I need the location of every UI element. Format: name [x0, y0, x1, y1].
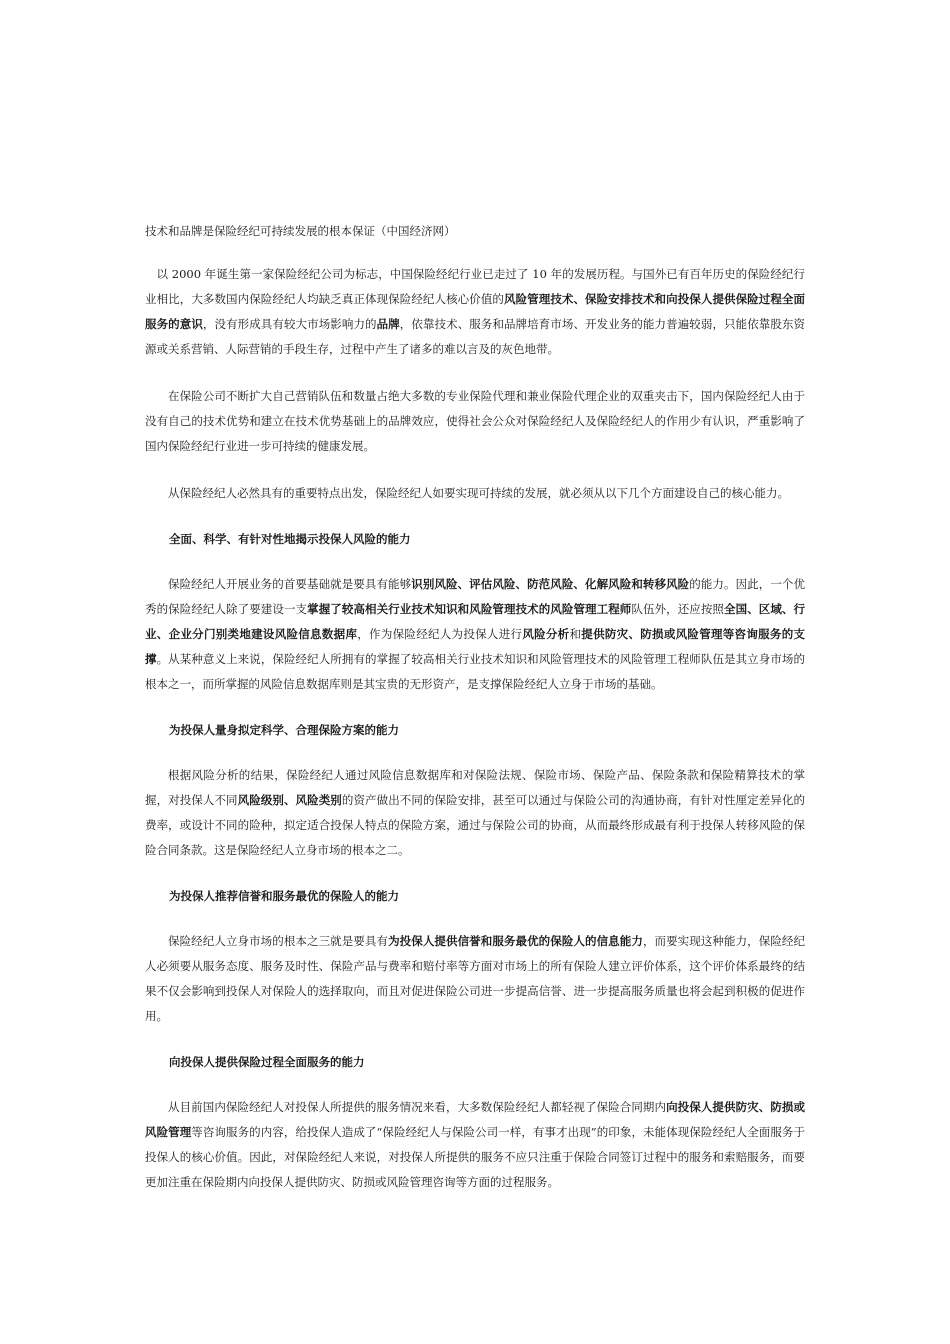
- paragraph-risk: 保险经纪人开展业务的首要基础就是要具有能够识别风险、评估风险、防范风险、化解风险和转移风险的能力。因此，一个优秀的保险经纪人除了要建设一支掌握了较高相关行业技术知识和风险管理技术的风险管理工程师队伍外，还应按照全国、区域、行业、企业分门别类地建设风险信息数据库，作为保险经纪人为投保人进行风险分析和提供防灾、防损或风险管理等咨询服务的支撑。从某种意义上来说，保险经纪人所拥有的掌握了较高相关行业技术知识和风险管理技术的风险管理工程师队伍是其立身市场的根本之一，而所掌握的风险信息数据库则是其宝贵的无形资产，是支撑保险经纪人立身于市场的基础。: [145, 577, 806, 691]
- article-title: 技术和品牌是保险经纪可持续发展的根本保证（中国经济网）: [145, 224, 456, 238]
- paragraph-plan: 根据风险分析的结果，保险经纪人通过风险信息数据库和对保险法规、保险市场、保险产品、保险条款和保险精算技术的掌握，对投保人不同风险级别、风险类别的资产做出不同的保险安排，甚至可以通过与保险公司的沟通协商，有针对性厘定差异化的费率，或设计不同的险种，拟定适合投保人特点的保险方案，通过与保险公司的协商，从而最终形成最有利于投保人转移风险的保险合同条款。这是保险经纪人立身市场的根本之二。: [145, 768, 806, 857]
- article: [145, 222, 805, 1217]
- section-heading-insurer: 为投保人推荐信誉和服务最优的保险人的能力: [169, 889, 399, 903]
- section-heading-risk: 全面、科学、有针对性地揭示投保人风险的能力: [169, 532, 411, 546]
- paragraph-market-pressure: 在保险公司不断扩大自己营销队伍和数量占绝大多数的专业保险代理和兼业保险代理企业的双重夹击下，国内保险经纪人由于没有自己的技术优势和建立在技术优势基础上的品牌效应，使得社会公众对保险经纪人及保险经纪人的作用少有认识，严重影响了国内保险经纪行业进一步可持续的健康发展。: [145, 389, 805, 453]
- section-heading-service: 向投保人提供保险过程全面服务的能力: [169, 1055, 365, 1069]
- paragraph-service: 从目前国内保险经纪人对投保人所提供的服务情况来看，大多数保险经纪人都轻视了保险合同期内向投保人提供防灾、防损或风险管理等咨询服务的内容，给投保人造成了“保险经纪人与保险公司一样，有事才出现”的印象，未能体现保险经纪人全面服务于投保人的核心价值。因此，对保险经纪人来说，对投保人所提供的服务不应只注重于保险合同签订过程中的服务和索赔服务，而要更加注重在保险期内向投保人提供防灾、防损或风险管理咨询等方面的过程服务。: [145, 1100, 805, 1189]
- paragraph-core-abilities: 从保险经纪人必然具有的重要特点出发，保险经纪人如要实现可持续的发展，就必须从以下几个方面建设自己的核心能力。: [168, 486, 789, 500]
- paragraph-insurer: 保险经纪人立身市场的根本之三就是要具有为投保人提供信誉和服务最优的保险人的信息能力，而要实现这种能力，保险经纪人必须要从服务态度、服务及时性、保险产品与费率和赔付率等方面对市场上的所有保险人建立评价体系，这个评价体系最终的结果不仅会影响到投保人对保险人的选择取向，而且对促进保险公司进一步提高信誉、进一步提高服务质量也将会起到积极的促进作用。: [145, 934, 806, 1023]
- section-heading-plan: 为投保人量身拟定科学、合理保险方案的能力: [169, 723, 399, 737]
- paragraph-intro: 以 2000 年诞生第一家保险经纪公司为标志，中国保险经纪行业已走过了 10 年的发展历程。与国外已有百年历史的保险经纪行业相比，大多数国内保险经纪人均缺乏真正体现保险经纪人核心价值的风险管理技术、保险安排技术和向投保人提供保险过程全面服务的意识，没有形成具有较大市场影响力的品牌，依靠技术、服务和品牌培育市场、开发业务的能力普遍较弱，只能依靠股东资源或关系营销、人际营销的手段生存，过程中产生了诸多的难以言及的灰色地带。: [145, 267, 806, 356]
